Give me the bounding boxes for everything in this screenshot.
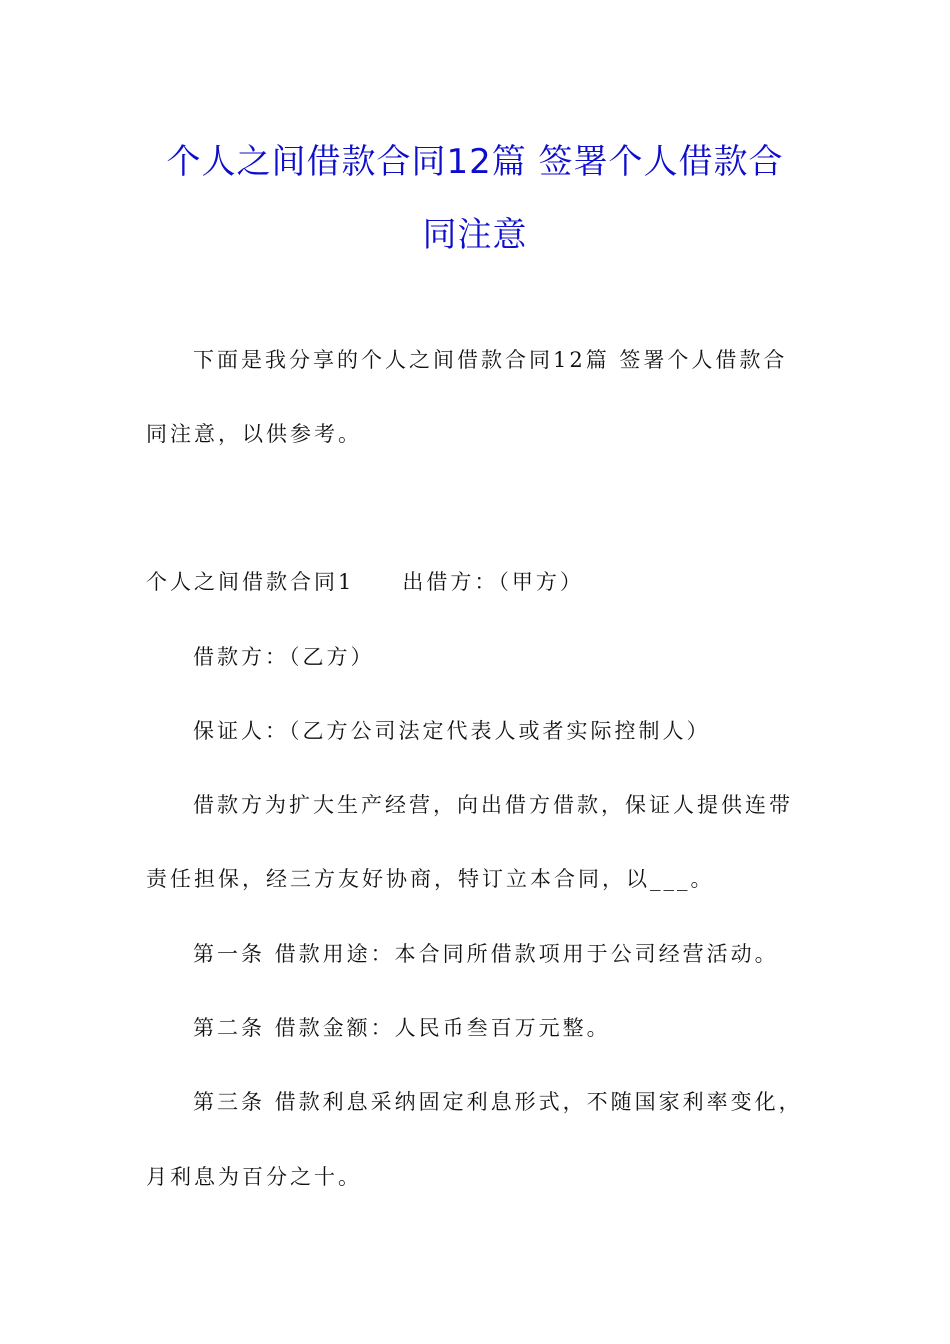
article-3-line-1: 第三条 借款利息采纳固定利息形式，不随国家利率变化，: [193, 1090, 803, 1114]
document-title-line-1: 个人之间借款合同12篇 签署个人借款合: [166, 142, 784, 182]
borrower-party: 借款方：（乙方）: [193, 645, 375, 669]
contract-heading: 个人之间借款合同1: [146, 570, 355, 594]
article-2: 第二条 借款金额：人民币叁百万元整。: [193, 1016, 611, 1040]
article-1: 第一条 借款用途：本合同所借款项用于公司经营活动。: [193, 942, 779, 966]
document-title-line-2: 同注意: [422, 215, 528, 255]
guarantor-party: 保证人：（乙方公司法定代表人或者实际控制人）: [193, 719, 711, 743]
intro-paragraph-line-2: 同注意，以供参考。: [146, 422, 362, 446]
purpose-paragraph-line-1: 借款方为扩大生产经营，向出借方借款，保证人提供连带: [193, 793, 793, 817]
contract-heading-row: [146, 572, 584, 593]
purpose-paragraph-line-2: 责任担保，经三方友好协商，特订立本合同，以___。: [146, 867, 715, 891]
lender-party: 出借方：（甲方）: [402, 570, 584, 594]
intro-paragraph-line-1: 下面是我分享的个人之间借款合同12篇 签署个人借款合: [193, 348, 788, 372]
article-3-line-2: 月利息为百分之十。: [146, 1165, 362, 1189]
